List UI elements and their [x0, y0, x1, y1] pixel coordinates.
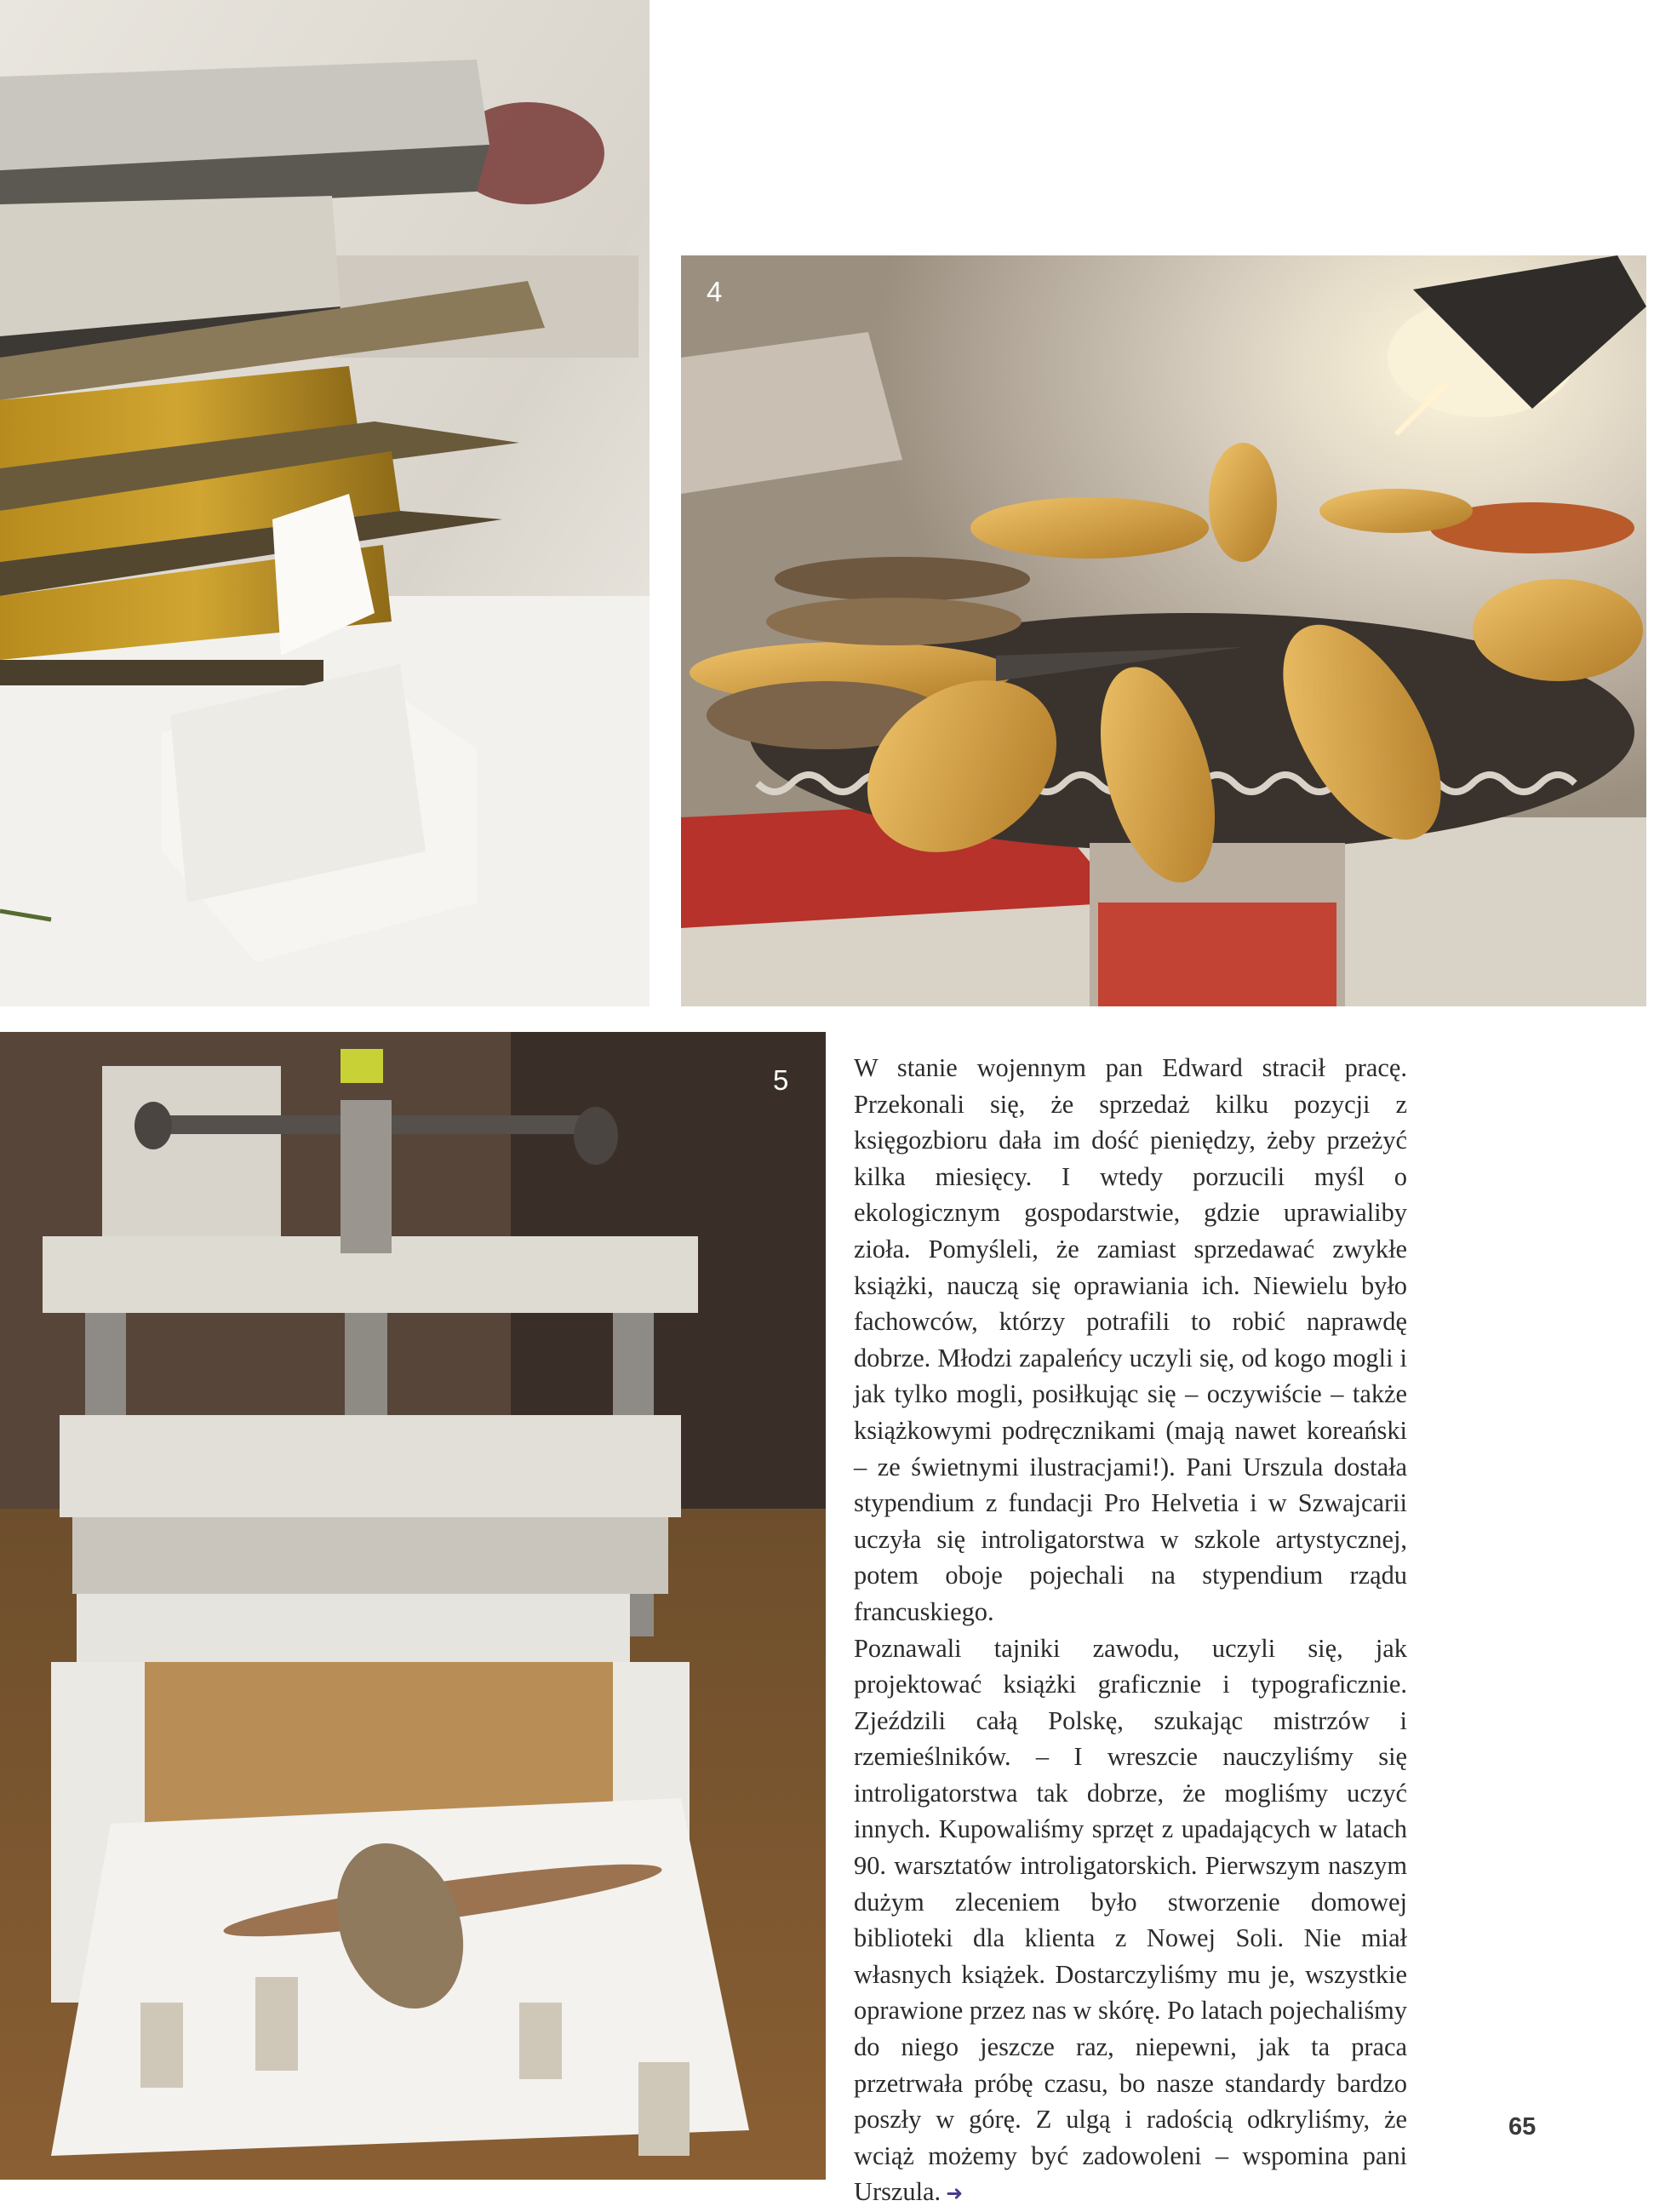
article-paragraph-2-text: Poznawali tajniki zawodu, uczyli się, jak projektować książki graficznie i typograficznie. Zjeździli całą Polskę, szukając mistrzów i rzemieślników. – I wreszcie nauczyliśmy się introligatorstwa tak dobrze, że mogliśmy uczyć innych. Kupowaliśmy sprzęt z upadających w latach 90. warsztatów introligatorskich. Pierwszym naszym dużym zleceniem było stworzenie domowej biblioteki dla klienta z Nowej Soli. Nie miał własnych książek. Dostarczyliśmy mu je, wszystkie oprawione przez nas w skórę. Po latach pojechaliśmy do niego jeszcze raz, niepewni, jak ta praca przetrwała próbę czasu, bo nasze standardy bardzo poszły w górę. Z ulgą i radością odkryliśmy, że wciąż możemy być zadowoleni – wspomina pani Urszula.	[854, 1634, 1407, 2207]
photo-number-4: 4	[707, 276, 722, 308]
article-paragraph-1: W stanie wojennym pan Edward stracił pracę. Przekonali się, że sprzedaż kilku pozycji z księgozbioru dała im dość pieniędzy, żeby przeżyć kilka miesięcy. I wtedy porzucili myśl o ekologicznym gospodarstwie, gdzie uprawialiby zioła. Pomyśleli, że zamiast sprzedawać zwykłe książki, nauczą się oprawiania ich. Niewielu było fachowców, którzy potrafili to robić naprawdę dobrze. Młodzi zapaleńcy uczyli się, od kogo mogli i jak tylko mogli, posiłkując się – oczywiście – także książkowymi podręcznikami (mają nawet koreański – ze świetnymi ilustracjami!). Pani Urszula dostała stypendium z fundacji Pro Helvetia i w Szwajcarii uczyła się introligatorstwa w szkole artystycznej, potem oboje pojechali na stypendium rządu francuskiego.	[854, 1050, 1407, 1630]
article-body	[854, 1050, 1407, 2212]
photo-number-5: 5	[773, 1064, 788, 1097]
right-arrow-icon: ➜	[946, 2181, 963, 2205]
photo-book-stack	[0, 0, 650, 1006]
photo-book-press	[0, 1032, 826, 2180]
photo-bookbinding-tools	[681, 255, 1646, 1006]
page-number: 65	[1508, 2113, 1536, 2141]
article-paragraph-2	[854, 1630, 1407, 2212]
